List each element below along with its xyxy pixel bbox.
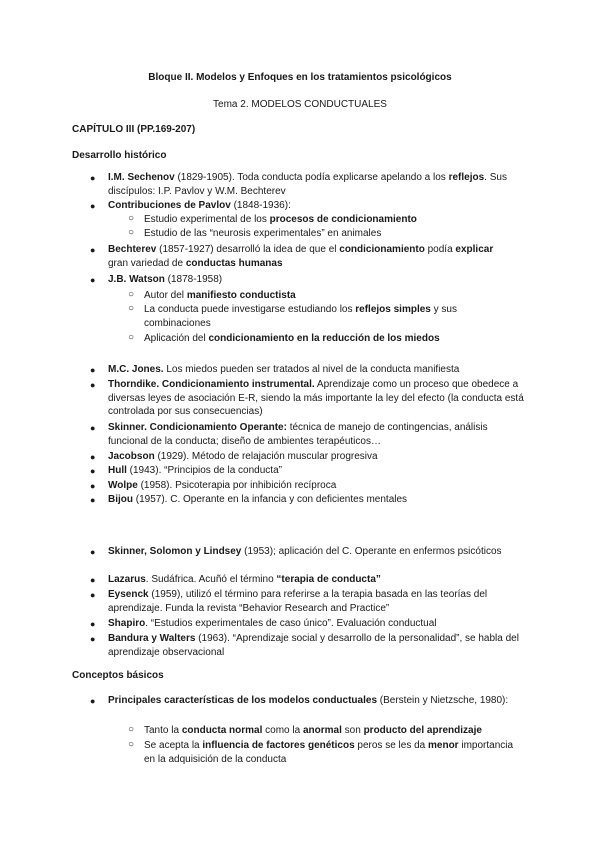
- list-item-hull: Hull (1943). “Principios de la conducta”: [108, 465, 282, 476]
- list-item-bechterev: Bechterev (1857-1927) desarrolló la idea de que el condicionamiento podía explicar gran variedad de conductas humanas: [108, 244, 494, 269]
- document-subtitle: Tema 2. MODELOS CONDUCTUALES: [213, 99, 387, 110]
- bullet-icon: ●: [90, 275, 96, 285]
- list-item-bandura: Bandura y Walters (1963). “Aprendizaje social y desarrollo de la personalidad”, se habla del aprendizaje observacional: [108, 633, 519, 658]
- list-item-pavlov: Contribuciones de Pavlov (1848-1936):: [108, 200, 291, 211]
- document-title: Bloque II. Modelos y Enfoques en los tratamientos psicológicos: [148, 72, 452, 83]
- bullet-icon: ●: [90, 466, 96, 476]
- list-item-lazarus: Lazarus. Sudáfrica. Acuñó el término “terapia de conducta”: [108, 574, 381, 585]
- bullet-icon: ●: [90, 380, 96, 390]
- list-item-watson: J.B. Watson (1878-1958): [108, 274, 223, 285]
- sub-bullet-icon: ○: [128, 227, 135, 238]
- bullet-icon: ●: [90, 201, 96, 211]
- bullet-icon: ●: [90, 365, 96, 375]
- list-item-eysenck: Eysenck (1959), utilizó el término para referirse a la terapia basada en las teorías del aprendizaje. Funda la revista “Behavior Research and Practice”: [108, 589, 488, 614]
- bullet-icon: ●: [90, 452, 96, 462]
- list-item-jones: M.C. Jones. Los miedos pueden ser tratados al nivel de la conducta manifiesta: [108, 364, 460, 375]
- bullet-icon: ●: [90, 575, 96, 585]
- section-heading-historico: Desarrollo histórico: [72, 150, 167, 161]
- list-item-skinner: Skinner. Condicionamiento Operante: técnica de manejo de contingencias, análisis funcional de la conducta; diseño de ambientes terapéuticos…: [108, 422, 488, 447]
- list-item-skinner-solomon: Skinner, Solomon y Lindsey (1953); aplicación del C. Operante en enfermos psicóticos: [108, 546, 502, 557]
- sub-bullet-icon: ○: [128, 739, 135, 750]
- list-item-shapiro: Shapiro. “Estudios experimentales de caso único”. Evaluación conductual: [108, 618, 437, 629]
- bullet-icon: ●: [90, 634, 96, 644]
- bullet-icon: ●: [90, 696, 96, 706]
- section-heading-conceptos: Conceptos básicos: [72, 670, 164, 681]
- sub-item: Aplicación del condicionamiento en la reducción de los miedos: [144, 333, 440, 344]
- list-item-caracteristicas: Principales características de los modelos conductuales (Berstein y Nietzsche, 1980):: [108, 695, 509, 706]
- list-item-bijou: Bijou (1957). C. Operante en la infancia y con deficientes mentales: [108, 494, 408, 505]
- sub-bullet-icon: ○: [128, 289, 135, 300]
- chapter-heading: CAPÍTULO III (PP.169-207): [72, 124, 196, 135]
- list-item-jacobson: Jacobson (1929). Método de relajación muscular progresiva: [108, 451, 378, 462]
- sub-item: Autor del manifiesto conductista: [144, 290, 296, 301]
- list-item-sechenov: I.M. Sechenov (1829-1905). Toda conducta podía explicarse apelando a los reflejos. Sus discípulos: I.P. Pavlov y W.M. Bechterev: [108, 172, 507, 197]
- bullet-icon: ●: [90, 245, 96, 255]
- sub-item: Se acepta la influencia de factores genéticos peros se les da menor importancia en la adquisición de la conducta: [144, 740, 514, 765]
- list-item-wolpe: Wolpe (1958). Psicoterapia por inhibición recíproca: [108, 480, 337, 491]
- sub-item: Estudio experimental de los procesos de condicionamiento: [144, 214, 417, 225]
- sub-item: Estudio de las “neurosis experimentales” en animales: [144, 228, 382, 239]
- sub-item: Tanto la conducta normal como la anormal son producto del aprendizaje: [144, 725, 482, 736]
- sub-bullet-icon: ○: [128, 724, 135, 735]
- sub-bullet-icon: ○: [128, 332, 135, 343]
- bullet-icon: ●: [90, 173, 96, 183]
- bullet-icon: ●: [90, 619, 96, 629]
- sub-bullet-icon: ○: [128, 213, 135, 224]
- sub-item: La conducta puede investigarse estudiando los reflejos simples y sus combinaciones: [144, 304, 457, 329]
- bullet-icon: ●: [90, 590, 96, 600]
- bullet-icon: ●: [90, 481, 96, 491]
- sub-bullet-icon: ○: [128, 303, 135, 314]
- bullet-icon: ●: [90, 495, 96, 505]
- list-item-thorndike: Thorndike. Condicionamiento instrumental. Aprendizaje como un proceso que obedece a diversas leyes de asociación E-R, siendo la más importante la ley del efecto (la conducta está controlada por sus consecuencias): [108, 379, 524, 417]
- bullet-icon: ●: [90, 423, 96, 433]
- bullet-icon: ●: [90, 547, 96, 557]
